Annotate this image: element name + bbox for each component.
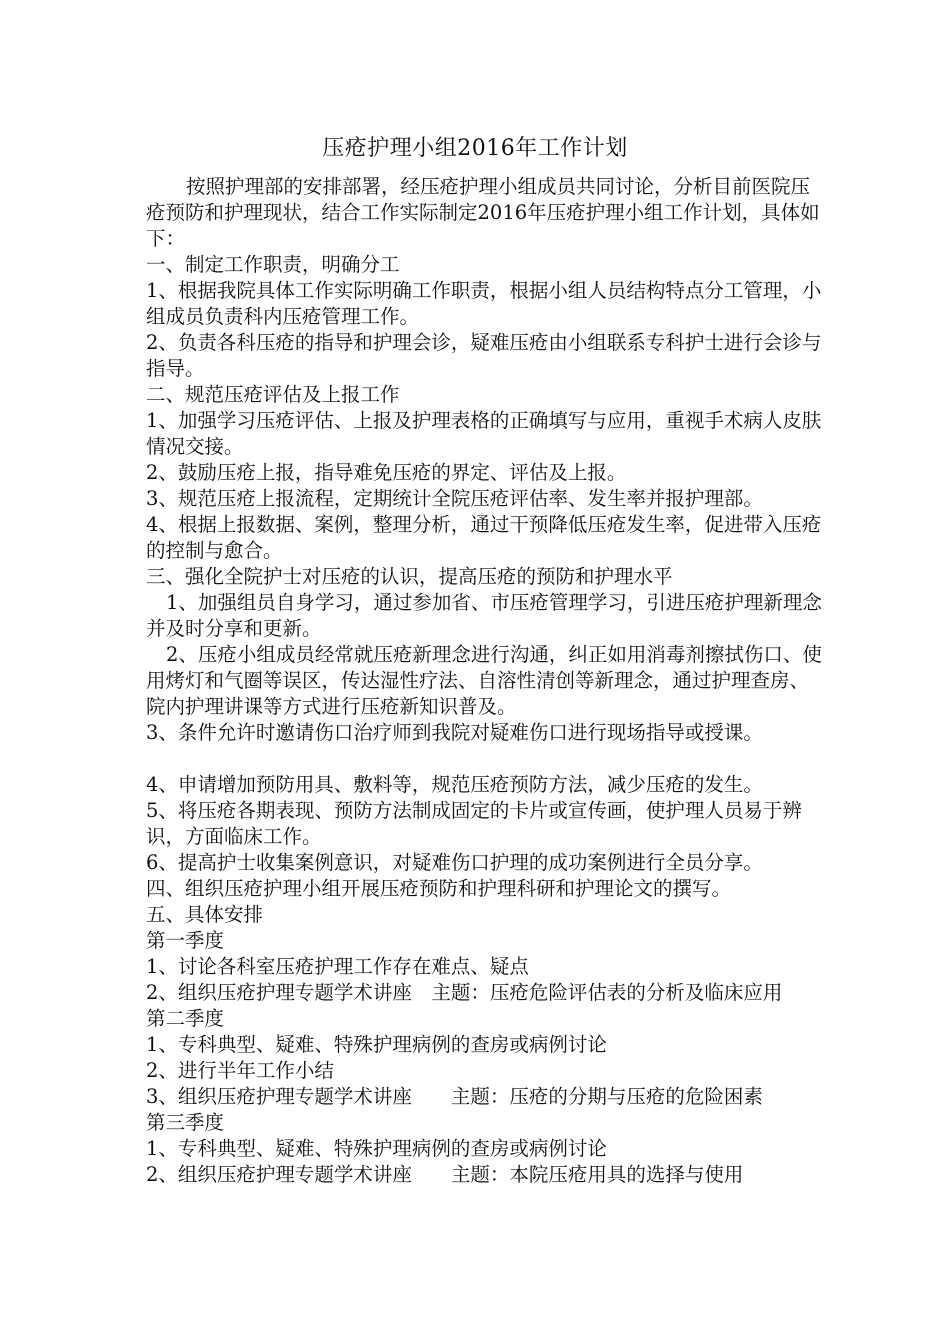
list-item: 3、规范压疮上报流程，定期统计全院压疮评估率、发生率并报护理部。 [146, 487, 763, 510]
list-item: 4、根据上报数据、案例，整理分析，通过干预降低压疮发生率，促进带入压疮的控制与愈合。 [146, 513, 822, 562]
quarter-heading-3: 第三季度 [146, 1111, 225, 1134]
list-item: 3、条件允许时邀请伤口治疗师到我院对疑难伤口进行现场指导或授课。 [146, 721, 763, 744]
document-title: 压疮护理小组2016年工作计划 [322, 136, 628, 161]
section-heading-5: 五、具体安排 [146, 903, 264, 926]
list-item: 2、组织压疮护理专题学术讲座 主题：本院压疮用具的选择与使用 [146, 1163, 744, 1186]
list-item: 6、提高护士收集案例意识，对疑难伤口护理的成功案例进行全员分享。 [146, 851, 763, 874]
list-item: 1、根据我院具体工作实际明确工作职责，根据小组人员结构特点分工管理，小组成员负责科内压疮管理工作。 [146, 279, 822, 328]
list-item: 4、申请增加预防用具、敷料等，规范压疮预防方法，减少压疮的发生。 [146, 773, 763, 796]
list-item: 1、加强组员自身学习，通过参加省、市压疮管理学习，引进压疮护理新理念并及时分享和更新。 [146, 591, 822, 640]
section-heading-1: 一、制定工作职责，明确分工 [146, 253, 400, 276]
list-item: 1、专科典型、疑难、特殊护理病例的查房或病例讨论 [146, 1033, 607, 1056]
list-item: 1、讨论各科室压疮护理工作存在难点、疑点 [146, 955, 529, 978]
blank-line [146, 746, 826, 772]
intro-paragraph: 按照护理部的安排部署，经压疮护理小组成员共同讨论，分析目前医院压疮预防和护理现状，结合工作实际制定2016年压疮护理小组工作计划，具体如下： [146, 175, 820, 250]
list-item: 2、压疮小组成员经常就压疮新理念进行沟通，纠正如用消毒剂擦拭伤口、使用烤灯和气圈等误区，传达湿性疗法、自溶性清创等新理念，通过护理查房、院内护理讲课等方式进行压疮新知识普及。 [146, 643, 822, 718]
document-body [146, 174, 826, 1188]
list-item: 1、加强学习压疮评估、上报及护理表格的正确填写与应用，重视手术病人皮肤情况交接。 [146, 409, 822, 458]
list-item: 2、进行半年工作小结 [146, 1059, 334, 1082]
list-item: 3、组织压疮护理专题学术讲座 主题：压疮的分期与压疮的危险困素 [146, 1085, 763, 1108]
list-item: 2、组织压疮护理专题学术讲座 主题：压疮危险评估表的分析及临床应用 [146, 981, 783, 1004]
quarter-heading-2: 第二季度 [146, 1007, 225, 1030]
list-item: 2、鼓励压疮上报，指导难免压疮的界定、评估及上报。 [146, 461, 627, 484]
list-item: 2、负责各科压疮的指导和护理会诊，疑难压疮由小组联系专科护士进行会诊与指导。 [146, 331, 822, 380]
quarter-heading-1: 第一季度 [146, 929, 225, 952]
section-heading-3: 三、强化全院护士对压疮的认识，提高压疮的预防和护理水平 [146, 565, 673, 588]
section-heading-4: 四、组织压疮护理小组开展压疮预防和护理科研和护理论文的撰写。 [146, 877, 732, 900]
list-item: 1、专科典型、疑难、特殊护理病例的查房或病例讨论 [146, 1137, 607, 1160]
section-heading-2: 二、规范压疮评估及上报工作 [146, 383, 400, 406]
list-item: 5、将压疮各期表现、预防方法制成固定的卡片或宣传画，使护理人员易于辨识，方面临床工作。 [146, 799, 802, 848]
